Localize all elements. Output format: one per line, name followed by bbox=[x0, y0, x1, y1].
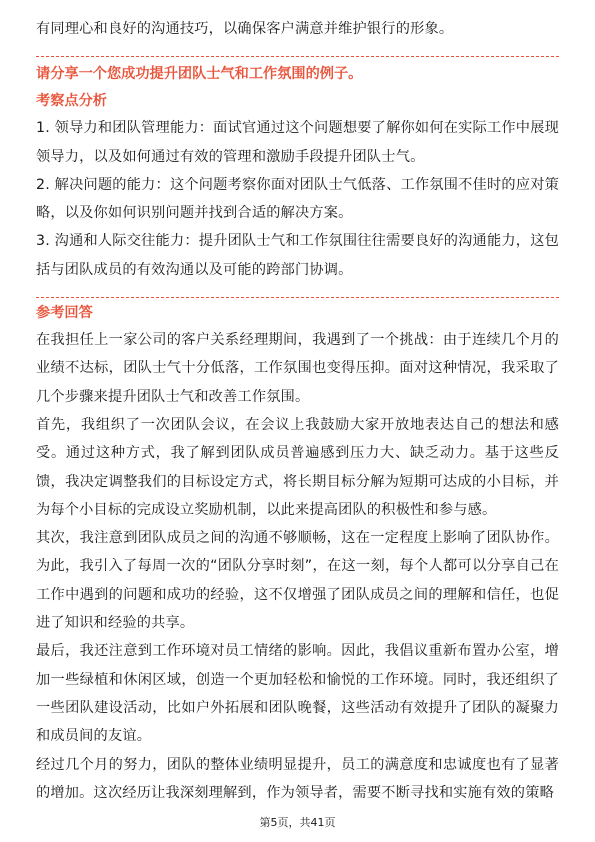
answer-paragraph: 首先，我组织了一次团队会议，在会议上我鼓励大家开放地表达自己的想法和感受。通过这种方式，我了解到团队成员普遍感到压力大、缺乏动力。基于这些反馈，我决定调整我们的目标设定方式，将长期目标分解为短期可达成的小目标，并为每个小目标的完成设立奖励机制，以此来提高团队的积极性和参与感。 bbox=[36, 416, 559, 518]
question-heading: 请分享一个您成功提升团队士气和工作氛围的例子。 bbox=[36, 66, 363, 83]
analysis-heading: 考察点分析 bbox=[36, 93, 107, 110]
section-divider bbox=[36, 297, 559, 298]
analysis-point: 3. 沟通和人际交往能力：提升团队士气和工作氛围往往需要良好的沟通能力，这包括与团队成员的有效沟通以及可能的跨部门协调。 bbox=[36, 233, 559, 278]
document-page bbox=[36, 0, 559, 807]
page-footer: 第5页，共41页 bbox=[259, 816, 336, 829]
analysis-point: 1. 领导力和团队管理能力：面试官通过这个问题想要了解你如何在实际工作中展现领导力，以及如何通过有效的管理和激励手段提升团队士气。 bbox=[36, 120, 559, 165]
answer-paragraph: 最后，我还注意到工作环境对员工情绪的影响。因此，我倡议重新布置办公室，增加一些绿植和休闲区域，创造一个更加轻松和愉悦的工作环境。同时，我还组织了一些团队建设活动，比如户外拓展和团队晚餐，这些活动有效提升了团队的凝聚力和成员间的友谊。 bbox=[36, 643, 559, 745]
answer-paragraph: 其次，我注意到团队成员之间的沟通不够顺畅，这在一定程度上影响了团队协作。为此，我引入了每周一次的“团队分享时刻”，在这一刻，每个人都可以分享自己在工作中遇到的问题和成功的经验，这不仅增强了团队成员之间的理解和信任，也促进了知识和经验的共享。 bbox=[36, 530, 559, 632]
analysis-point: 2. 解决问题的能力：这个问题考察你面对团队士气低落、工作氛围不佳时的应对策略，以及你如何识别问题并找到合适的解决方案。 bbox=[36, 176, 559, 222]
section-divider bbox=[36, 56, 559, 57]
answer-paragraph: 在我担任上一家公司的客户关系经理期间，我遇到了一个挑战：由于连续几个月的业绩不达标，团队士气十分低落，工作氛围也变得压抑。面对这种情况，我采取了几个步骤来提升团队士气和改善工作氛围。 bbox=[36, 332, 559, 405]
answer-paragraph: 经过几个月的努力，团队的整体业绩明显提升，员工的满意度和忠诚度也有了显著的增加。这次经历让我深刻理解到，作为领导者，需要不断寻找和实施有效的策略 bbox=[36, 756, 559, 801]
answer-heading: 参考回答 bbox=[36, 305, 93, 322]
intro-tail-text: 有同理心和良好的沟通技巧，以确保客户满意并维护银行的形象。 bbox=[36, 21, 454, 37]
